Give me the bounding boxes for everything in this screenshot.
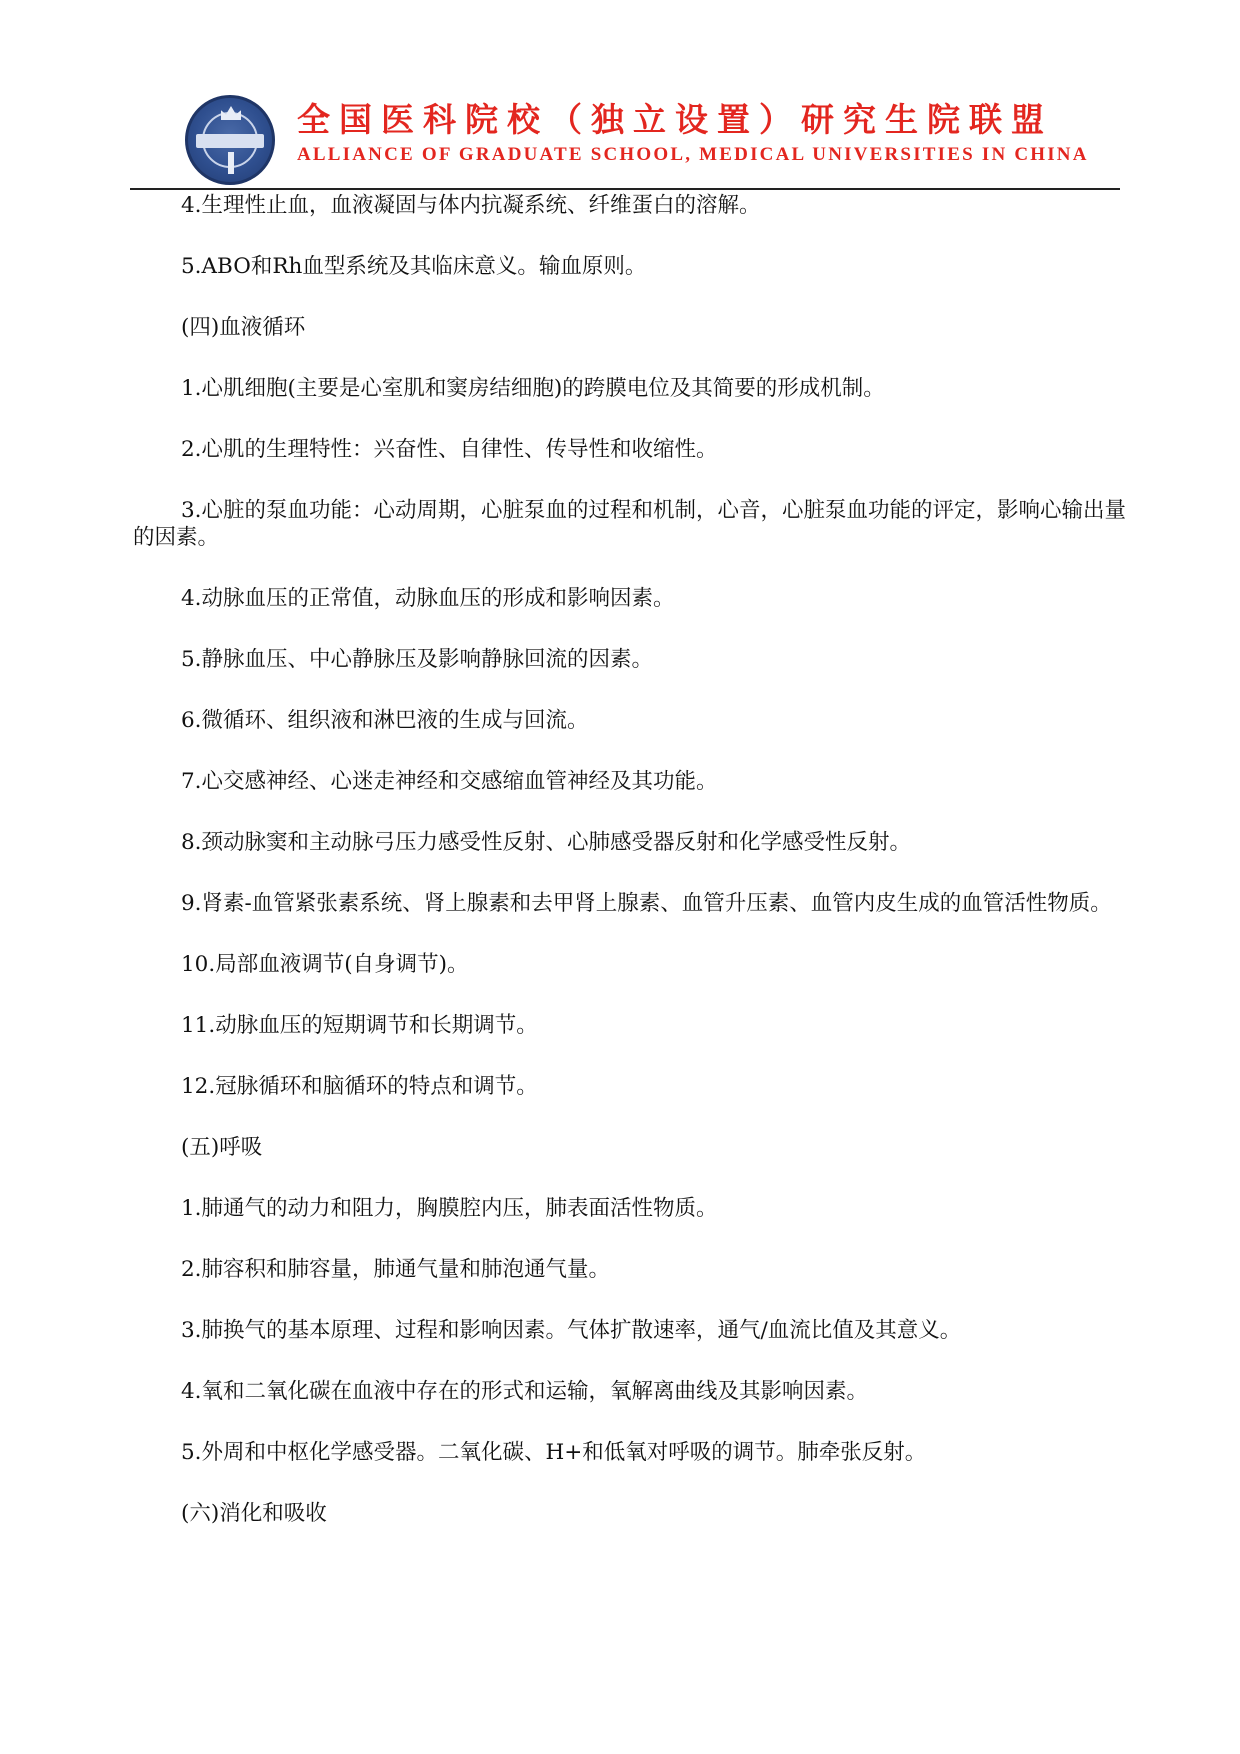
header-title-cn: 全国医科院校（独立设置）研究生院联盟 bbox=[297, 100, 1053, 139]
paragraph: 4.动脉血压的正常值，动脉血压的形成和影响因素。 bbox=[181, 586, 675, 611]
logo-band bbox=[196, 134, 264, 148]
section-heading: (六)消化和吸收 bbox=[181, 1501, 327, 1526]
logo-crown-icon bbox=[221, 106, 241, 120]
paragraph: 5.静脉血压、中心静脉压及影响静脉回流的因素。 bbox=[181, 647, 654, 672]
paragraph: 11.动脉血压的短期调节和长期调节。 bbox=[181, 1013, 538, 1038]
paragraph: 10.局部血液调节(自身调节)。 bbox=[181, 952, 469, 977]
paragraph: 3.心脏的泵血功能：心动周期，心脏泵血的过程和机制，心音，心脏泵血功能的评定，影响心输出量的因素。 bbox=[133, 498, 1127, 550]
document-body bbox=[133, 192, 1138, 1561]
paragraph: 12.冠脉循环和脑循环的特点和调节。 bbox=[181, 1074, 538, 1099]
header-title-en: ALLIANCE OF GRADUATE SCHOOL, MEDICAL UNIVERSITIES IN CHINA bbox=[297, 144, 1089, 165]
paragraph: 2.心肌的生理特性：兴奋性、自律性、传导性和收缩性。 bbox=[181, 437, 718, 462]
paragraph: 3.肺换气的基本原理、过程和影响因素。气体扩散速率，通气/血流比值及其意义。 bbox=[181, 1318, 962, 1343]
paragraph: 7.心交感神经、心迷走神经和交感缩血管神经及其功能。 bbox=[181, 769, 718, 794]
paragraph: 4.生理性止血，血液凝固与体内抗凝系统、纤维蛋白的溶解。 bbox=[181, 193, 761, 218]
paragraph: 5.外周和中枢化学感受器。二氧化碳、H+和低氧对呼吸的调节。肺牵张反射。 bbox=[181, 1440, 927, 1465]
paragraph: 1.肺通气的动力和阻力，胸膜腔内压，肺表面活性物质。 bbox=[181, 1196, 718, 1221]
page-header bbox=[185, 92, 1089, 190]
paragraph: 9.肾素-血管紧张素系统、肾上腺素和去甲肾上腺素、血管升压素、血管内皮生成的血管活性物质。 bbox=[181, 891, 1112, 916]
paragraph: 2.肺容积和肺容量，肺通气量和肺泡通气量。 bbox=[181, 1257, 611, 1282]
paragraph: 8.颈动脉窦和主动脉弓压力感受性反射、心肺感受器反射和化学感受性反射。 bbox=[181, 830, 912, 855]
header-divider bbox=[130, 188, 1120, 190]
paragraph: 4.氧和二氧化碳在血液中存在的形式和运输，氧解离曲线及其影响因素。 bbox=[181, 1379, 869, 1404]
logo-emblem-icon bbox=[228, 152, 234, 174]
paragraph: 6.微循环、组织液和淋巴液的生成与回流。 bbox=[181, 708, 589, 733]
paragraph: 5.ABO和Rh血型系统及其临床意义。输血原则。 bbox=[181, 254, 647, 279]
paragraph: 1.心肌细胞(主要是心室肌和窦房结细胞)的跨膜电位及其简要的形成机制。 bbox=[181, 376, 885, 401]
section-heading: (四)血液循环 bbox=[181, 315, 306, 340]
section-heading: (五)呼吸 bbox=[181, 1135, 263, 1160]
alliance-logo bbox=[185, 95, 275, 185]
